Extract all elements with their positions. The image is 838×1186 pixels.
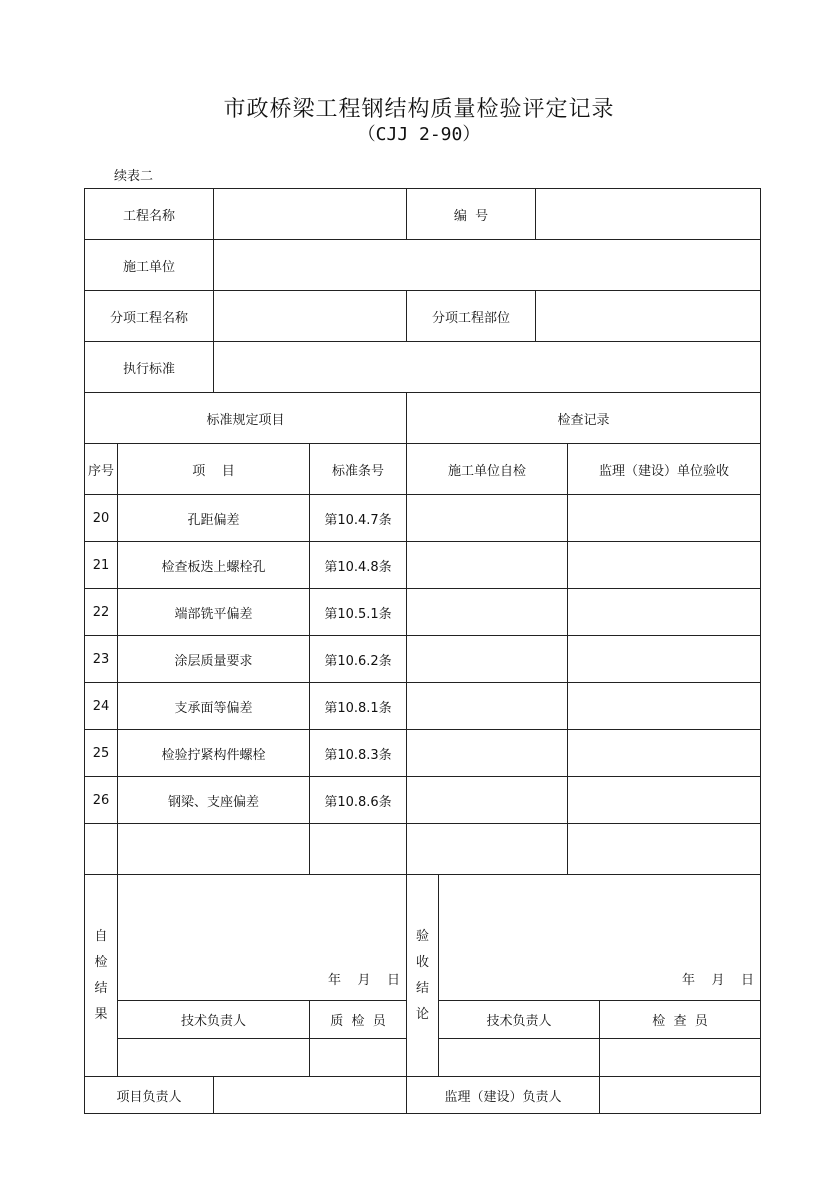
row-seq: 23 xyxy=(85,636,118,683)
self-check-char: 结 xyxy=(94,980,108,996)
empty-self-check[interactable] xyxy=(407,824,568,875)
row-supervision-field[interactable] xyxy=(568,495,761,542)
empty-item[interactable] xyxy=(118,824,310,875)
sub-item-location-label: 分项工程部位 xyxy=(407,291,536,342)
clause-header: 标准条号 xyxy=(310,444,407,495)
empty-clause[interactable] xyxy=(310,824,407,875)
row-seq: 24 xyxy=(85,683,118,730)
table-row xyxy=(85,636,761,683)
row-clause: 第10.8.6条 xyxy=(310,777,407,824)
self-check-char: 果 xyxy=(94,1006,108,1022)
acceptance-conclusion-field[interactable] xyxy=(439,875,761,1001)
row-seq: 20 xyxy=(85,495,118,542)
sub-item-name-field[interactable] xyxy=(214,291,407,342)
column-header-row xyxy=(85,444,761,495)
acceptance-conclusion-label xyxy=(407,875,439,1077)
row-self-check-field[interactable] xyxy=(407,730,568,777)
row-supervision-field[interactable] xyxy=(568,542,761,589)
row-supervision-field[interactable] xyxy=(568,683,761,730)
self-check-char: 自 xyxy=(94,928,108,944)
table-row xyxy=(85,730,761,777)
accept-tech-lead-signature[interactable] xyxy=(439,1039,600,1077)
supervision-manager-label: 监理（建设）负责人 xyxy=(407,1077,600,1114)
row-supervision-field[interactable] xyxy=(568,730,761,777)
row-clause: 第10.5.1条 xyxy=(310,589,407,636)
contractor-row xyxy=(85,240,761,291)
footer-row xyxy=(85,1077,761,1114)
row-clause: 第10.8.1条 xyxy=(310,683,407,730)
self-check-date: 年 月 日 xyxy=(327,973,401,988)
table-row xyxy=(85,683,761,730)
sheet-label: 续表二 xyxy=(114,169,154,184)
table-row xyxy=(85,777,761,824)
sub-item-row xyxy=(85,291,761,342)
quality-inspector-label: 质 检 员 xyxy=(310,1001,407,1039)
page-subtitle: （CJJ 2-90） xyxy=(357,124,481,145)
table-row-empty xyxy=(85,824,761,875)
contractor-field[interactable] xyxy=(214,240,761,291)
row-item: 检验拧紧构件螺栓 xyxy=(118,730,310,777)
self-check-char: 检 xyxy=(94,954,108,970)
row-self-check-field[interactable] xyxy=(407,542,568,589)
row-clause: 第10.4.7条 xyxy=(310,495,407,542)
standard-items-header: 标准规定项目 xyxy=(85,393,407,444)
project-name-field[interactable] xyxy=(214,189,407,240)
supervision-header: 监理（建设）单位验收 xyxy=(568,444,761,495)
acceptance-char: 结 xyxy=(416,980,430,996)
inspector-signature[interactable] xyxy=(600,1039,761,1077)
empty-supervision[interactable] xyxy=(568,824,761,875)
standard-label: 执行标准 xyxy=(85,342,214,393)
inspector-label: 检 查 员 xyxy=(600,1001,761,1039)
row-item: 涂层质量要求 xyxy=(118,636,310,683)
seq-header: 序号 xyxy=(85,444,118,495)
row-item: 端部铣平偏差 xyxy=(118,589,310,636)
self-tech-lead-signature[interactable] xyxy=(118,1039,310,1077)
row-clause: 第10.8.3条 xyxy=(310,730,407,777)
standard-row xyxy=(85,342,761,393)
accept-tech-lead-label: 技术负责人 xyxy=(439,1001,600,1039)
record-form-table xyxy=(84,188,761,1114)
project-name-row xyxy=(85,189,761,240)
project-name-label: 工程名称 xyxy=(85,189,214,240)
row-item: 支承面等偏差 xyxy=(118,683,310,730)
table-row xyxy=(85,589,761,636)
project-manager-label: 项目负责人 xyxy=(85,1077,214,1114)
acceptance-char: 收 xyxy=(416,954,430,970)
row-supervision-field[interactable] xyxy=(568,777,761,824)
row-seq: 22 xyxy=(85,589,118,636)
table-row xyxy=(85,495,761,542)
project-manager-field[interactable] xyxy=(214,1077,407,1114)
row-self-check-field[interactable] xyxy=(407,636,568,683)
standard-field[interactable] xyxy=(214,342,761,393)
row-supervision-field[interactable] xyxy=(568,636,761,683)
sub-item-location-field[interactable] xyxy=(536,291,761,342)
row-clause: 第10.4.8条 xyxy=(310,542,407,589)
results-row xyxy=(85,875,761,1001)
self-check-result-field[interactable] xyxy=(118,875,407,1001)
self-check-header: 施工单位自检 xyxy=(407,444,568,495)
row-self-check-field[interactable] xyxy=(407,683,568,730)
page-title: 市政桥梁工程钢结构质量检验评定记录 xyxy=(223,97,615,122)
row-supervision-field[interactable] xyxy=(568,589,761,636)
supervision-manager-field[interactable] xyxy=(600,1077,761,1114)
inspection-record-header: 检查记录 xyxy=(407,393,761,444)
acceptance-char: 验 xyxy=(416,928,430,944)
row-item: 检查板迭上螺栓孔 xyxy=(118,542,310,589)
item-header: 项 目 xyxy=(118,444,310,495)
row-item: 孔距偏差 xyxy=(118,495,310,542)
contractor-label: 施工单位 xyxy=(85,240,214,291)
self-tech-lead-label: 技术负责人 xyxy=(118,1001,310,1039)
empty-seq[interactable] xyxy=(85,824,118,875)
section-header-row xyxy=(85,393,761,444)
row-seq: 21 xyxy=(85,542,118,589)
number-field[interactable] xyxy=(536,189,761,240)
sub-item-name-label: 分项工程名称 xyxy=(85,291,214,342)
row-seq: 25 xyxy=(85,730,118,777)
row-seq: 26 xyxy=(85,777,118,824)
row-clause: 第10.6.2条 xyxy=(310,636,407,683)
acceptance-date: 年 月 日 xyxy=(681,973,755,988)
number-label: 编 号 xyxy=(407,189,536,240)
row-self-check-field[interactable] xyxy=(407,589,568,636)
self-check-result-label xyxy=(85,875,118,1077)
quality-inspector-signature[interactable] xyxy=(310,1039,407,1077)
row-self-check-field[interactable] xyxy=(407,495,568,542)
row-item: 钢梁、支座偏差 xyxy=(118,777,310,824)
row-self-check-field[interactable] xyxy=(407,777,568,824)
acceptance-char: 论 xyxy=(416,1006,430,1022)
table-row xyxy=(85,542,761,589)
